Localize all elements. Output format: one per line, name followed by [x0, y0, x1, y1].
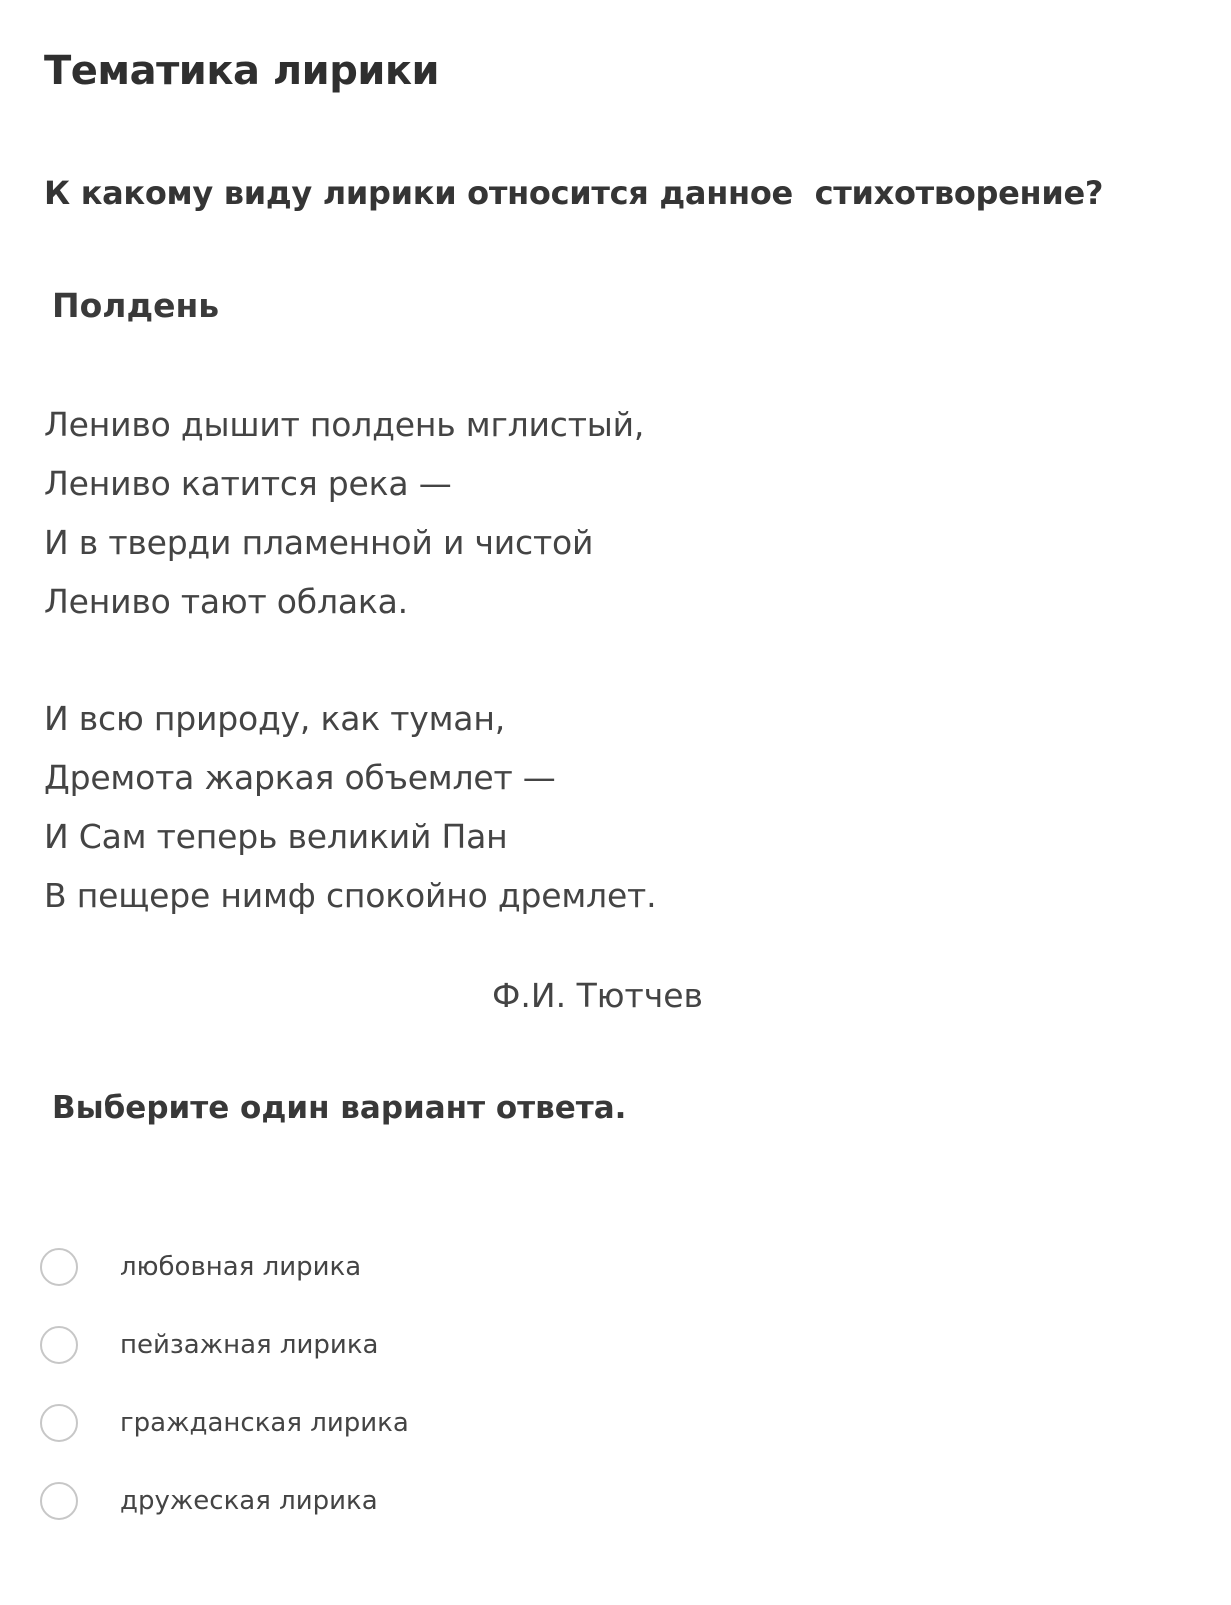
poem-stanza — [44, 395, 644, 631]
poem-line: И Сам теперь великий Пан — [44, 817, 508, 856]
answer-option-landscape[interactable] — [40, 1306, 409, 1384]
answer-option-label[interactable]: гражданская лирика — [120, 1408, 409, 1438]
answer-option-label[interactable]: дружеская лирика — [120, 1486, 378, 1516]
answer-option-civic[interactable] — [40, 1384, 409, 1462]
answer-option-friendly[interactable] — [40, 1462, 409, 1540]
radio-button[interactable] — [40, 1404, 78, 1442]
poem-line: Дремота жаркая объемлет — — [44, 758, 556, 797]
answer-options — [40, 1228, 409, 1540]
question-text: К какому виду лирики относится данное стихотворение? — [44, 174, 1104, 212]
answer-option-label[interactable]: любовная лирика — [120, 1252, 362, 1282]
poem-line: Лениво катится река — — [44, 464, 452, 503]
answer-option-label[interactable]: пейзажная лирика — [120, 1330, 379, 1360]
poem-line: И в тверди пламенной и чистой — [44, 523, 594, 562]
poem-stanza — [44, 689, 656, 925]
poem-author: Ф.И. Тютчев — [492, 976, 703, 1015]
radio-button[interactable] — [40, 1482, 78, 1520]
poem-title: Полдень — [52, 286, 220, 325]
poem-line: И всю природу, как туман, — [44, 699, 505, 738]
poem-line: Лениво тают облака. — [44, 582, 408, 621]
radio-button[interactable] — [40, 1326, 78, 1364]
poem-line: В пещере нимф спокойно дремлет. — [44, 876, 657, 915]
poem-line: Лениво дышит полдень мглистый, — [44, 405, 645, 444]
radio-button[interactable] — [40, 1248, 78, 1286]
answer-option-love[interactable] — [40, 1228, 409, 1306]
page-title: Тематика лирики — [44, 48, 440, 94]
answer-instruction: Выберите один вариант ответа. — [52, 1090, 627, 1126]
